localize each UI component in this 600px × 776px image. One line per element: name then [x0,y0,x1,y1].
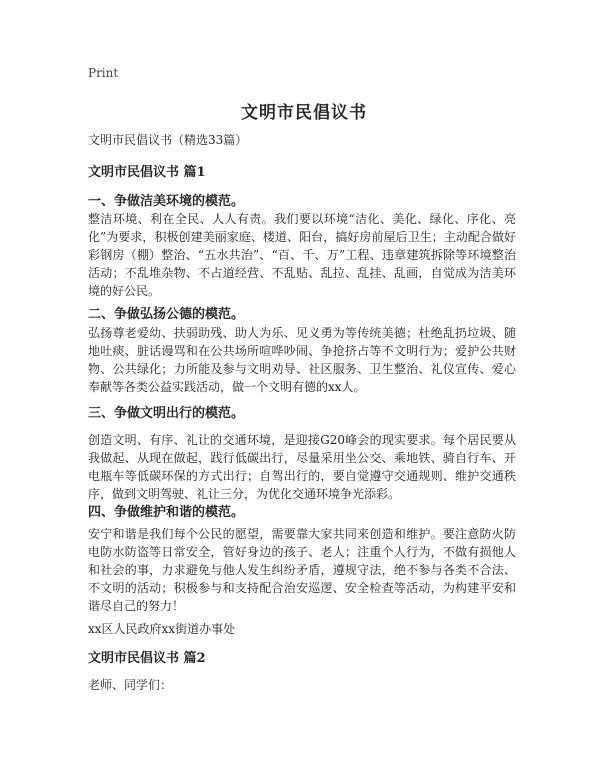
section-3-heading: 三、争做文明出行的模范。 [88,406,245,421]
section-2-body: 弘扬尊老爱幼、扶弱助残、助人为乐、见义勇为等传统美德；杜绝乱扔垃圾、随地吐痰、脏话谩骂和在公共场所喧哗吵闹、争抢挤占等不文明行为；爱护公共财物、公共绿化；力所能及参与文明劝导、社区服务、卫生整治、礼仪宣传、爱心奉献等各类公益实践活动，做一个文明有德的xx人。 [88,326,516,394]
section-1-heading: 一、争做洁美环境的模范。 [88,194,245,209]
print-label[interactable]: Print [88,66,119,80]
greeting: 老师、同学们： [88,678,173,692]
part-1-heading: 文明市民倡议书 篇1 [88,165,206,180]
section-4-body: 安宁和谐是我们每个公民的愿望，需要靠大家共同来创造和维护。要注意防火防电防水防盗等日常安全，管好身边的孩子、老人；注重个人行为，不做有损他人和社会的事，力求避免与他人发生纠纷矛盾，遵规守法，绝不参与各类不合法、不文明的活动；积极参与和支持配合治安巡逻、安全检查等活动，为构建平安和谐尽自己的努力！ [88,527,516,613]
document-subtitle: 文明市民倡议书（精选33篇） [88,133,248,147]
section-1-body: 整洁环境、利在全民、人人有责。我们要以环境“洁化、美化、绿化、序化、亮化”为要求，积极创建美丽家庭、楼道、阳台，搞好房前屋后卫生；主动配合做好彩钢房（棚）整治、“五水共治”、“百、千、万”工程、违章建筑拆除等环境整治活动；不乱堆杂物、不占道经营、不乱贴、乱拉、乱挂、乱画，自觉成为洁美环境的好公民。 [88,212,516,298]
signature: xx区人民政府xx街道办事处 [88,622,236,636]
section-4-heading: 四、争做维护和谐的模范。 [88,505,245,520]
section-3-body: 创造文明、有序、礼让的交通环境，是迎接G20峰会的现实要求。每个居民要从我做起、从现在做起，践行低碳出行，尽量采用坐公交、乘地铁、骑自行车、开电瓶车等低碳环保的方式出行；自驾出行的，要自觉遵守交通规则、维护交通秩序，做到文明驾驶、礼让三分，为优化交通环境争光添彩。 [88,433,516,501]
page-title: 文明市民倡议书 [241,103,367,123]
part-2-heading: 文明市民倡议书 篇2 [88,651,206,666]
section-2-heading: 二、争做弘扬公德的模范。 [88,307,245,322]
